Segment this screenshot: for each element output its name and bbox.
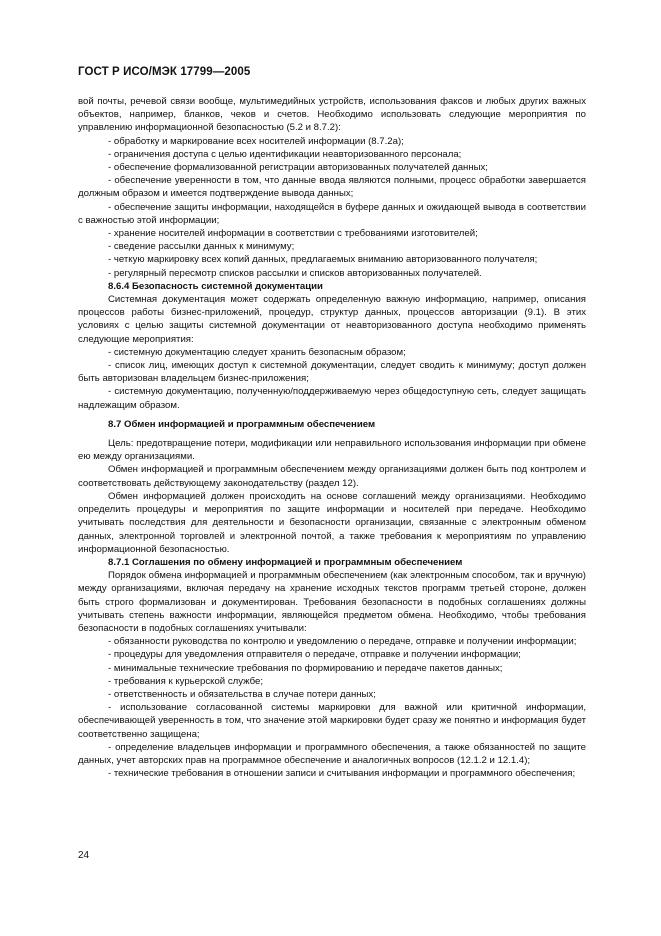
paragraph: - ограничения доступа с целью идентификации неавторизованного персонала; <box>108 148 462 160</box>
paragraph: - определение владельцев информации и программного обеспечения, а также обязанностей по защите данных, учет авторских прав на программное обеспечение и аналогичных вопросов (12.1.2 и 12.1.4); <box>78 741 586 766</box>
paragraph: - сведение рассылки данных к минимуму; <box>108 241 295 253</box>
paragraph: - ответственность и обязательства в случае потери данных; <box>108 688 376 700</box>
paragraph: - регулярный пересмотр списков рассылки и списков авторизованных получателей. <box>108 267 482 279</box>
paragraph: - требования к курьерской службе; <box>108 675 264 687</box>
paragraph: - системную документацию следует хранить безопасным образом; <box>108 346 406 358</box>
paragraph: Порядок обмена информацией и программным обеспечением (как электронным способом, так и вручную) между организациями, включая передачу на хранение исходных текстов программ третьей стороне, должен быть строго формализован и документирован. Требования безопасности в подобных соглашениях должны учитывать степень важности информации, являющейся предметом обмена. Необходимо, чтобы требования безопасности в подобных соглашениях учитывали: <box>78 570 586 634</box>
paragraph: - список лиц, имеющих доступ к системной документации, следует сводить к минимуму; доступ должен быть авторизован владельцем бизнес-приложения; <box>78 360 586 385</box>
paragraph: - использование согласованной системы маркировки для важной или критичной информации, обеспечивающей уверенность в том, что значение этой маркировки будет сразу же понятно и информация будет соответственно защищена; <box>78 702 586 740</box>
paragraph: - четкую маркировку всех копий данных, предлагаемых вниманию авторизованного получателя; <box>108 254 538 266</box>
paragraph: - обеспечение уверенности в том, что данные ввода являются полными, процесс обработки завершается должным образом и имеется подтверждение вывода данных; <box>78 175 586 200</box>
section-heading: 8.7 Обмен информацией и программным обеспечением <box>108 418 376 430</box>
paragraph: - обязанности руководства по контролю и уведомлению о передаче, отправке и получении информации; <box>108 636 577 648</box>
paragraph: Обмен информацией и программным обеспечением между организациями должен быть под контролем и соответствовать действующему законодательству (раздел 12). <box>78 464 586 489</box>
paragraph: - минимальные технические требования по формированию и передаче пакетов данных; <box>108 662 503 674</box>
paragraph: Системная документация может содержать определенную важную информацию, например, описания процессов работы бизнес-приложений, процедур, структур данных, процессов авторизации (9.1). В этих условиях с целью защиты системной документации от неавторизованного доступа необходимо применять следующие мероприятия: <box>78 294 586 345</box>
paragraph: вой почты, речевой связи вообще, мультимедийных устройств, использования факсов и любых других важных объектов, например, бланков, чеков и счетов. Необходимо использовать следующие мероприятия по управлению информационной безопасностью (5.2 и 8.7.2): <box>78 96 586 134</box>
document-body <box>78 95 586 780</box>
paragraph: - хранение носителей информации в соответствии с требованиями изготовителей; <box>108 228 478 240</box>
page-header: ГОСТ Р ИСО/МЭК 17799—2005 <box>78 66 251 78</box>
paragraph: Обмен информацией должен происходить на основе соглашений между организациями. Необходимо определить процедуры и мероприятия по защите информации и носителей при передаче. Необходимо учитывать последствия для деятельности и безопасности организации, связанные с электронным обменом данных, электронной торговлей и электронной почтой, а также требования к мероприятиям по управлению информационной безопасностью. <box>78 490 586 555</box>
paragraph: Цель: предотвращение потери, модификации или неправильного использования информации при обмене ею между организациями. <box>78 438 586 463</box>
paragraph: - системную документацию, полученную/поддерживаемую через общедоступную сеть, следует защищать надлежащим образом. <box>78 386 586 411</box>
paragraph: - технические требования в отношении записи и считывания информации и программного обеспечения; <box>108 768 576 780</box>
section-heading: 8.6.4 Безопасность системной документации <box>108 280 323 292</box>
page-number: 24 <box>78 850 90 861</box>
section-heading: 8.7.1 Соглашения по обмену информацией и программным обеспечением <box>108 556 463 568</box>
paragraph: - обработку и маркирование всех носителей информации (8.7.2а); <box>108 135 404 147</box>
paragraph: - обеспечение формализованной регистрации авторизованных получателей данных; <box>108 162 488 174</box>
paragraph: - обеспечение защиты информации, находящейся в буфере данных и ожидающей вывода в соответствии с важностью этой информации; <box>78 201 586 226</box>
paragraph: - процедуры для уведомления отправителя о передаче, отправке и получении информации; <box>108 649 521 661</box>
